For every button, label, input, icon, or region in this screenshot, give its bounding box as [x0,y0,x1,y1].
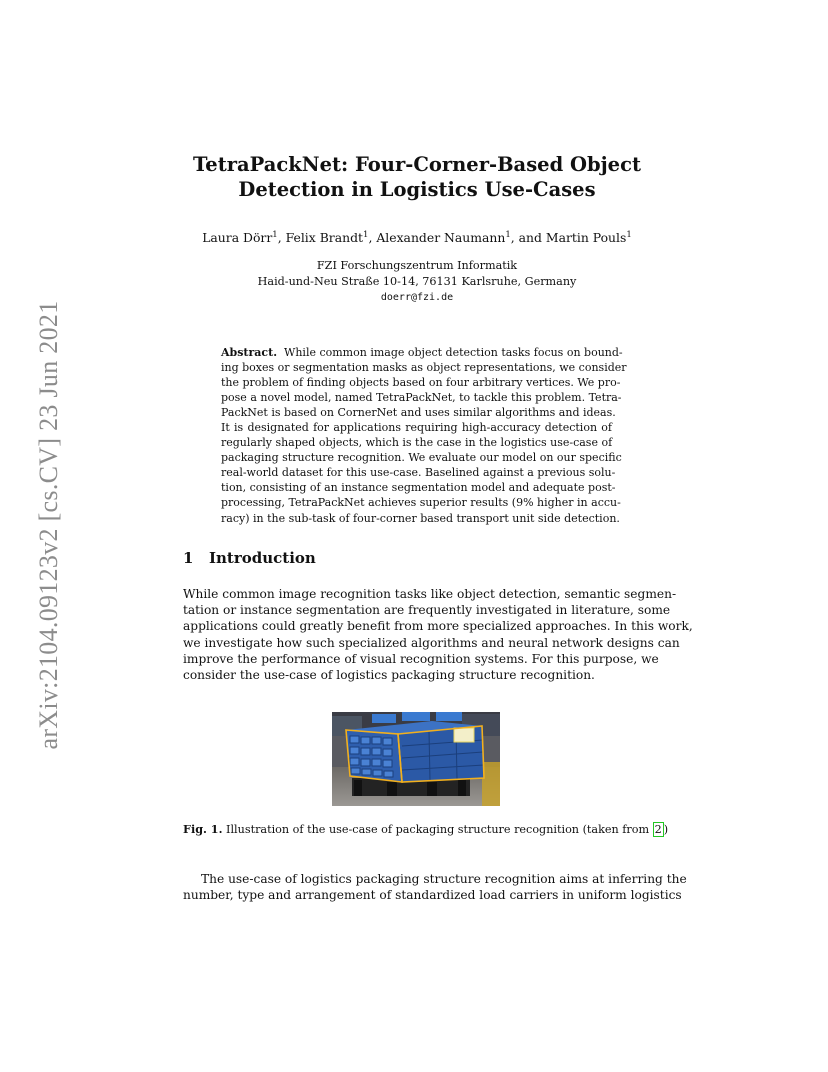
affiliation-block [183,258,651,306]
paragraph-line: The use-case of logistics packaging structure recognition aims at inferring the [201,872,687,886]
paragraph-line: applications could greatly benefit from more specialized approaches. In this work, [183,619,693,634]
figure-caption-end: ) [663,823,669,836]
author-affiliation-mark: 1 [272,230,278,240]
institute-name: FZI Forschungszentrum Informatik [316,259,518,272]
intro-paragraph-2 [183,871,687,903]
paragraph-line: tation or instance segmentation are frequently investigated in literature, some [183,603,671,618]
figure-caption-text: Illustration of the use-case of packaging structure recognition (taken from [226,823,653,836]
abstract-line: regularly shaped objects, which is the case in the logistics use-case of [221,436,613,450]
abstract-line: PackNet is based on CornerNet and uses similar algorithms and ideas. [221,406,616,420]
abstract [221,345,627,526]
paper-title-line-1: TetraPackNet: Four-Corner-Based Object [193,153,641,176]
figure-label: Fig. 1. [183,822,223,836]
figure-1-pallet-photo [332,712,500,806]
author-name: Martin Pouls [545,230,627,245]
paragraph-line: we investigate how such specialized algorithms and neural network designs can [183,635,680,650]
author-list [183,229,651,247]
abstract-line: real-world dataset for this use-case. Baselined against a previous solu- [221,466,616,480]
paragraph-line: While common image recognition tasks like object detection, semantic segmen- [183,587,677,601]
abstract-line: the problem of finding objects based on four arbitrary vertices. We pro- [221,376,621,390]
paper-title-line-2: Detection in Logistics Use-Cases [238,178,596,201]
institute-address: Haid-und-Neu Straße 10-14, 76131 Karlsruhe, Germany [257,275,577,288]
abstract-line: Abstract. While common image object detection tasks focus on bound- [221,346,623,359]
author-affiliation-mark: 1 [363,230,369,240]
paragraph-line: improve the performance of visual recognition systems. For this purpose, we [183,651,659,666]
author-affiliation-mark: 1 [505,230,511,240]
abstract-line: It is designated for applications requiring high-accuracy detection of [221,421,612,435]
figure-1-caption [183,821,669,838]
abstract-line: racy) in the sub-task of four-corner based transport unit side detection. [221,511,620,525]
abstract-line: tion, consisting of an instance segmentation model and adequate post- [221,481,616,495]
author-affiliation-mark: 1 [626,230,632,240]
pallet-illustration [332,712,500,806]
paragraph-line: consider the use-case of logistics packaging structure recognition. [183,668,595,683]
contact-email: doerr@fzi.de [380,292,454,303]
author-name: Alexander Naumann [376,230,506,245]
abstract-line: packaging structure recognition. We evaluate our model on our specific [221,451,622,465]
abstract-line: ing boxes or segmentation masks as object representations, we consider [221,361,627,375]
author-separator: , [368,230,377,245]
author-separator: , [277,230,286,245]
abstract-line: processing, TetraPackNet achieves superior results (9% higher in accu- [221,496,621,510]
citation-link-2[interactable]: 2 [654,823,662,836]
paragraph-line: number, type and arrangement of standardized load carriers in uniform logistics [183,888,682,903]
section-title: Introduction [209,549,316,567]
intro-paragraph-1 [183,586,693,683]
author-separator: , and [510,230,546,245]
author-name: Felix Brandt [285,230,364,245]
paper-title [183,152,651,202]
section-number: 1 [183,549,194,567]
abstract-label: Abstract. [221,346,278,359]
abstract-line: pose a novel model, named TetraPackNet, to tackle this problem. Tetra- [221,391,622,405]
section-heading-introduction [183,549,316,567]
author-name: Laura Dörr [202,230,273,245]
arxiv-identifier-stamp: arXiv:2104.09123v2 [cs.CV] 23 Jun 2021 [34,300,63,750]
